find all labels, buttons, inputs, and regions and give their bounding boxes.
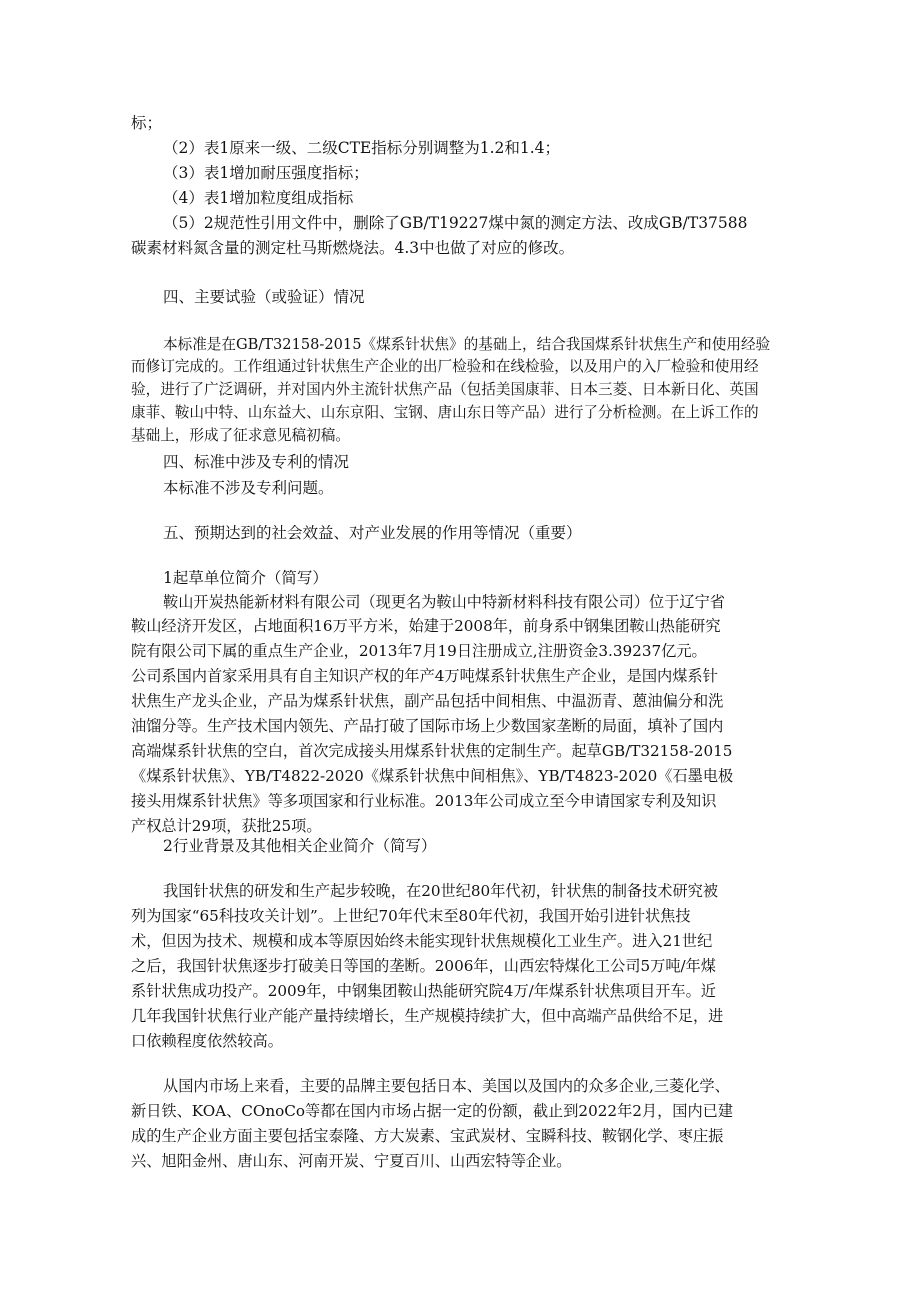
text-line: 院有限公司下属的重点生产企业，2013年7月19日注册成立,注册资金3.39237亿元。 [131,642,707,660]
text-line: （4）表1增加粒度组成指标 [163,189,354,207]
text-line: 本标准是在GB/T32158-2015《煤系针状焦》的基础上，结合我国煤系针状焦生产和使用经验 [163,336,771,353]
text-line: 口依赖程度依然较高。 [131,1032,283,1050]
text-line: 从国内市场上来看，主要的品牌主要包括日本、美国以及国内的众多企业,三菱化学、 [163,1077,730,1095]
text-line: 兴、旭阳金州、唐山东、河南开炭、宁夏百川、山西宏特等企业。 [131,1152,572,1170]
text-line: 标； [131,114,163,132]
text-line: 油馏分等。生产技术国内领先、产品打破了国际市场上少数国家垄断的局面，填补了国内 [131,717,724,735]
text-line: 高端煤系针状焦的空白，首次完成接头用煤系针状焦的定制生产。起草GB/T32158-2015 [131,742,733,760]
subsection-heading: 2行业背景及其他相关企业简介（简写） [163,837,437,855]
text-line: 鞍山开炭热能新材料有限公司（现更名为鞍山中特新材料科技有限公司）位于辽宁省 [163,593,725,611]
text-line: 几年我国针状焦行业产能产量持续增长，生产规模持续扩大，但中高端产品供给不足，进 [131,1007,724,1025]
text-line: 公司系国内首家采用具有自主知识产权的年产4万吨煤系针状焦生产企业，是国内煤系针 [131,667,718,685]
section-heading: 五、预期达到的社会效益、对产业发展的作用等情况（重要） [163,524,582,542]
text-line: 之后，我国针状焦逐步打破美日等国的垄断。2006年，山西宏特煤化工公司5万吨/年煤 [131,957,716,975]
text-line: （3）表1增加耐压强度指标； [163,164,369,182]
text-line: 《煤系针状焦》、YB/T4822-2020《煤系针状焦中间相焦》、YB/T4823-2020《石墨电极 [131,767,734,785]
subsection-heading: 1起草单位简介（简写） [163,569,328,587]
text-line: 系针状焦成功投产。2009年，中钢集团鞍山热能研究院4万/年煤系针状焦项目开车。近 [131,982,716,1000]
text-line: 碳素材料氮含量的测定杜马斯燃烧法。4.3中也做了对应的修改。 [131,239,575,257]
text-line: 产权总计29项，获批25项。 [131,817,322,835]
text-line: 列为国家“65科技攻关计划”。上世纪70年代末至80年代初，我国开始引进针状焦技 [131,907,691,925]
section-heading: 四、主要试验（或验证）情况 [163,288,365,306]
text-line: 鞍山经济开发区，占地面积16万平方米，始建于2008年，前身系中钢集团鞍山热能研究 [131,617,721,635]
text-line: 验，进行了广泛调研，并对国内外主流针状焦产品（包括美国康菲、日本三菱、日本新日化、英国 [131,381,759,398]
section-heading: 四、标准中涉及专利的情况 [163,453,350,471]
text-line: （5）2规范性引用文件中，删除了GB/T19227煤中氮的测定方法、改成GB/T37588 [163,214,748,232]
text-line: 状焦生产龙头企业，产品为煤系针状焦，副产品包括中间相焦、中温沥青、蒽油偏分和洗 [131,692,724,710]
text-line: 新日铁、KOA、COnoCo等都在国内市场占据一定的份额，截止到2022年2月，国内已建 [131,1102,734,1120]
text-line: 本标准不涉及专利问题。 [163,479,334,497]
text-line: 术，但因为技术、规模和成本等原因始终未能实现针状焦规模化工业生产。进入21世纪 [131,932,713,950]
text-line: （2）表1原来一级、二级CTE指标分别调整为1.2和1.4； [163,139,561,157]
text-line: 基础上，形成了征求意见稿初稿。 [131,427,350,444]
text-line: 我国针状焦的研发和生产起步较晚，在20世纪80年代初，针状焦的制备技术研究被 [163,882,719,900]
text-line: 而修订完成的。工作组通过针状焦生产企业的出厂检验和在线检验，以及用户的入厂检验和使用经 [131,358,759,375]
text-line: 接头用煤系针状焦》等多项国家和行业标准。2013年公司成立至今申请国家专利及知识 [131,792,717,810]
text-line: 成的生产企业方面主要包括宝泰隆、方大炭素、宝武炭材、宝瞬科技、鞍钢化学、枣庄振 [131,1127,724,1145]
text-line: 康菲、鞍山中特、山东益大、山东京阳、宝钢、唐山东日等产品）进行了分析检测。在上诉工作的 [131,404,759,421]
